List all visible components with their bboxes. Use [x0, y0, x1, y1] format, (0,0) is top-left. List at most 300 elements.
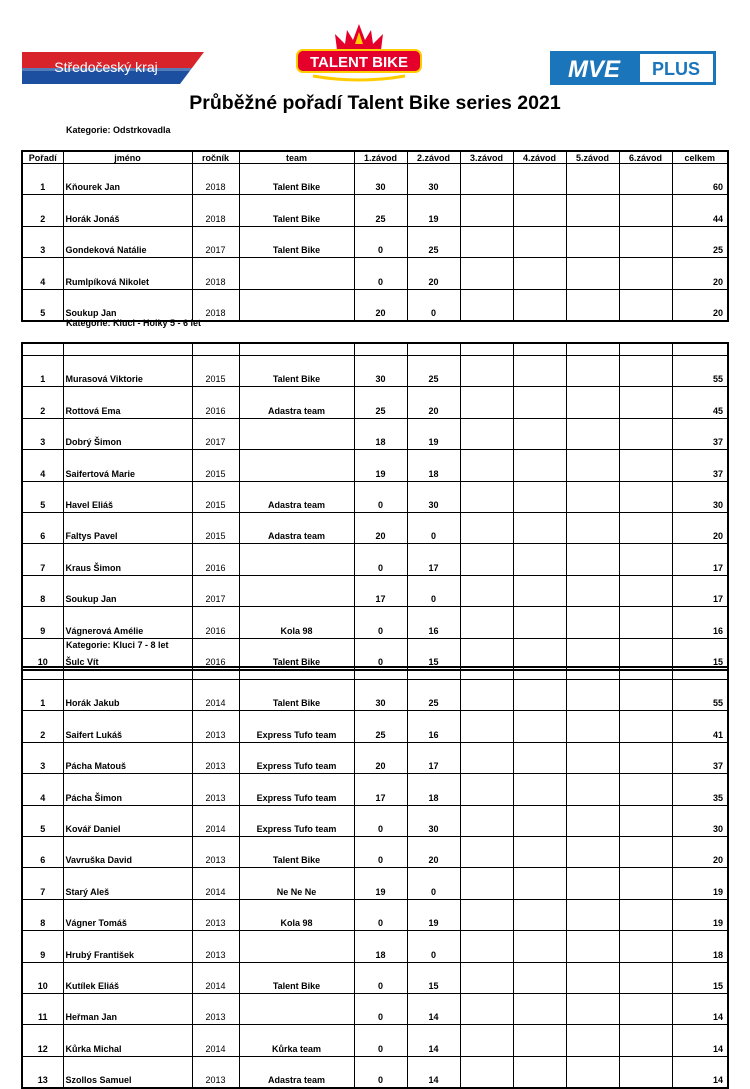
team-cell	[239, 544, 354, 575]
race4-cell	[513, 680, 566, 711]
race4-cell	[513, 544, 566, 575]
year-cell: 2017	[192, 418, 239, 449]
rank-cell: 2	[22, 387, 63, 418]
race4-cell	[513, 868, 566, 899]
race6-cell	[619, 418, 672, 449]
rank-cell: 5	[22, 805, 63, 836]
race6-cell	[619, 607, 672, 638]
race4-cell	[513, 607, 566, 638]
rank-cell: 7	[22, 544, 63, 575]
race3-cell	[460, 774, 513, 805]
race1-cell: 19	[354, 450, 407, 481]
name-cell: Murasová Viktorie	[63, 356, 192, 387]
total-cell: 17	[672, 544, 728, 575]
race3-cell	[460, 195, 513, 226]
year-cell: 2015	[192, 356, 239, 387]
total-cell: 20	[672, 512, 728, 543]
table-row	[22, 805, 728, 836]
year-cell: 2016	[192, 638, 239, 670]
race3-cell	[460, 899, 513, 930]
race3-cell	[460, 575, 513, 606]
race2-cell: 0	[407, 512, 460, 543]
race4-cell	[513, 836, 566, 867]
table-row	[22, 607, 728, 638]
race2-cell: 30	[407, 805, 460, 836]
race3-cell	[460, 607, 513, 638]
race6-cell	[619, 481, 672, 512]
name-cell: Faltys Pavel	[63, 512, 192, 543]
race5-cell	[566, 544, 619, 575]
rank-cell: 2	[22, 195, 63, 226]
race4-cell	[513, 962, 566, 993]
column-header: 3.závod	[460, 151, 513, 164]
race5-cell	[566, 711, 619, 742]
team-cell: Ne Ne Ne	[239, 868, 354, 899]
name-cell: Soukup Jan	[63, 289, 192, 321]
race2-cell: 18	[407, 774, 460, 805]
race5-cell	[566, 512, 619, 543]
year-cell: 2013	[192, 836, 239, 867]
column-header	[619, 667, 672, 680]
team-cell	[239, 931, 354, 962]
race2-cell: 20	[407, 387, 460, 418]
rank-cell: 10	[22, 962, 63, 993]
year-cell: 2013	[192, 742, 239, 773]
total-cell: 44	[672, 195, 728, 226]
column-header	[192, 343, 239, 356]
race4-cell	[513, 512, 566, 543]
race4-cell	[513, 711, 566, 742]
race2-cell: 18	[407, 450, 460, 481]
name-cell: Horák Jakub	[63, 680, 192, 711]
rank-cell: 8	[22, 575, 63, 606]
team-cell	[239, 289, 354, 321]
total-cell: 35	[672, 774, 728, 805]
team-cell	[239, 575, 354, 606]
table-row	[22, 356, 728, 387]
race4-cell	[513, 931, 566, 962]
race2-cell: 19	[407, 418, 460, 449]
name-cell: Rottová Ema	[63, 387, 192, 418]
race3-cell	[460, 1025, 513, 1056]
rank-cell: 3	[22, 226, 63, 257]
race1-cell: 30	[354, 164, 407, 195]
year-cell: 2017	[192, 575, 239, 606]
race6-cell	[619, 164, 672, 195]
race2-cell: 16	[407, 711, 460, 742]
race1-cell: 0	[354, 638, 407, 670]
year-cell: 2013	[192, 993, 239, 1024]
race6-cell	[619, 544, 672, 575]
total-cell: 20	[672, 289, 728, 321]
name-cell: Pácha Šimon	[63, 774, 192, 805]
rank-cell: 4	[22, 258, 63, 289]
year-cell: 2015	[192, 450, 239, 481]
race6-cell	[619, 512, 672, 543]
race2-cell: 15	[407, 638, 460, 670]
name-cell: Kraus Šimon	[63, 544, 192, 575]
rank-cell: 11	[22, 993, 63, 1024]
race1-cell: 25	[354, 387, 407, 418]
total-cell: 14	[672, 1025, 728, 1056]
race5-cell	[566, 993, 619, 1024]
table-row	[22, 899, 728, 930]
race6-cell	[619, 774, 672, 805]
year-cell: 2014	[192, 805, 239, 836]
total-cell: 37	[672, 418, 728, 449]
year-cell: 2016	[192, 544, 239, 575]
race4-cell	[513, 195, 566, 226]
team-cell: Express Tufo team	[239, 774, 354, 805]
table-row	[22, 418, 728, 449]
race1-cell: 0	[354, 836, 407, 867]
rank-cell: 1	[22, 164, 63, 195]
race5-cell	[566, 258, 619, 289]
race5-cell	[566, 289, 619, 321]
team-cell: Talent Bike	[239, 962, 354, 993]
race4-cell	[513, 805, 566, 836]
race1-cell: 0	[354, 962, 407, 993]
team-cell: Talent Bike	[239, 836, 354, 867]
team-cell: Kola 98	[239, 899, 354, 930]
race5-cell	[566, 481, 619, 512]
table-row	[22, 164, 728, 195]
team-cell: Adastra team	[239, 481, 354, 512]
rank-cell: 5	[22, 481, 63, 512]
table-header-row	[22, 151, 728, 164]
race1-cell: 0	[354, 1025, 407, 1056]
race6-cell	[619, 931, 672, 962]
race5-cell	[566, 1056, 619, 1088]
name-cell: Kutílek Eliáš	[63, 962, 192, 993]
name-cell: Szollos Samuel	[63, 1056, 192, 1088]
race3-cell	[460, 418, 513, 449]
race3-cell	[460, 356, 513, 387]
stredocesky-kraj-logo	[22, 52, 204, 84]
race6-cell	[619, 680, 672, 711]
race2-cell: 14	[407, 993, 460, 1024]
race6-cell	[619, 805, 672, 836]
race1-cell: 0	[354, 258, 407, 289]
race6-cell	[619, 387, 672, 418]
name-cell: Heřman Jan	[63, 993, 192, 1024]
race1-cell: 18	[354, 418, 407, 449]
race2-cell: 17	[407, 742, 460, 773]
name-cell: Saifert Lukáš	[63, 711, 192, 742]
total-cell: 16	[672, 607, 728, 638]
race5-cell	[566, 195, 619, 226]
year-cell: 2018	[192, 195, 239, 226]
race3-cell	[460, 993, 513, 1024]
race2-cell: 0	[407, 931, 460, 962]
race6-cell	[619, 450, 672, 481]
kraj-logo-text: Středočeský kraj	[54, 59, 158, 75]
table-row	[22, 481, 728, 512]
race2-cell: 0	[407, 575, 460, 606]
total-cell: 17	[672, 575, 728, 606]
race6-cell	[619, 356, 672, 387]
total-cell: 30	[672, 805, 728, 836]
race2-cell: 15	[407, 962, 460, 993]
mve-plus-logo	[550, 51, 716, 85]
category-label: Kategorie: Kluci - Holky 5 - 6 let	[66, 318, 202, 328]
column-header: 2.závod	[407, 151, 460, 164]
race5-cell	[566, 931, 619, 962]
race1-cell: 20	[354, 289, 407, 321]
column-header	[460, 343, 513, 356]
race1-cell: 30	[354, 356, 407, 387]
total-cell: 25	[672, 226, 728, 257]
category-label: Kategorie: Kluci 7 - 8 let	[66, 640, 169, 650]
column-header	[63, 667, 192, 680]
column-header	[354, 343, 407, 356]
column-header	[566, 343, 619, 356]
race2-cell: 19	[407, 195, 460, 226]
year-cell: 2014	[192, 868, 239, 899]
race5-cell	[566, 450, 619, 481]
total-cell: 14	[672, 993, 728, 1024]
name-cell: Hrubý František	[63, 931, 192, 962]
column-header	[460, 667, 513, 680]
table-row	[22, 226, 728, 257]
column-header: 6.závod	[619, 151, 672, 164]
name-cell: Saifertová Marie	[63, 450, 192, 481]
race4-cell	[513, 418, 566, 449]
table-row	[22, 544, 728, 575]
race4-cell	[513, 164, 566, 195]
race3-cell	[460, 1056, 513, 1088]
team-cell: Kůrka team	[239, 1025, 354, 1056]
race3-cell	[460, 868, 513, 899]
total-cell: 45	[672, 387, 728, 418]
table-row	[22, 868, 728, 899]
name-cell: Šulc Vít	[63, 638, 192, 670]
total-cell: 41	[672, 711, 728, 742]
year-cell: 2018	[192, 164, 239, 195]
team-cell: Talent Bike	[239, 195, 354, 226]
total-cell: 55	[672, 680, 728, 711]
race4-cell	[513, 1056, 566, 1088]
race6-cell	[619, 258, 672, 289]
year-cell: 2013	[192, 711, 239, 742]
race3-cell	[460, 931, 513, 962]
year-cell: 2016	[192, 387, 239, 418]
race6-cell	[619, 868, 672, 899]
column-header: team	[239, 151, 354, 164]
column-header: celkem	[672, 151, 728, 164]
race2-cell: 30	[407, 164, 460, 195]
race2-cell: 0	[407, 868, 460, 899]
race1-cell: 0	[354, 1056, 407, 1088]
total-cell: 55	[672, 356, 728, 387]
race4-cell	[513, 450, 566, 481]
race5-cell	[566, 742, 619, 773]
race4-cell	[513, 356, 566, 387]
race3-cell	[460, 258, 513, 289]
race1-cell: 17	[354, 575, 407, 606]
race6-cell	[619, 1056, 672, 1088]
year-cell: 2017	[192, 226, 239, 257]
team-cell: Express Tufo team	[239, 711, 354, 742]
race3-cell	[460, 450, 513, 481]
results-table	[21, 666, 729, 1089]
column-header	[672, 343, 728, 356]
rank-cell: 4	[22, 450, 63, 481]
race3-cell	[460, 289, 513, 321]
table-row	[22, 711, 728, 742]
column-header	[22, 343, 63, 356]
race2-cell: 20	[407, 836, 460, 867]
rank-cell: 2	[22, 711, 63, 742]
rank-cell: 9	[22, 931, 63, 962]
total-cell: 15	[672, 962, 728, 993]
category-label: Kategorie: Odstrkovadla	[66, 125, 171, 135]
column-header: 5.závod	[566, 151, 619, 164]
table-row	[22, 993, 728, 1024]
total-cell: 20	[672, 836, 728, 867]
race1-cell: 20	[354, 742, 407, 773]
race5-cell	[566, 226, 619, 257]
race6-cell	[619, 962, 672, 993]
year-cell: 2013	[192, 1056, 239, 1088]
year-cell: 2018	[192, 258, 239, 289]
race6-cell	[619, 836, 672, 867]
race5-cell	[566, 962, 619, 993]
table-row	[22, 836, 728, 867]
name-cell: Gondeková Natálie	[63, 226, 192, 257]
table-row	[22, 575, 728, 606]
race2-cell: 25	[407, 356, 460, 387]
race3-cell	[460, 711, 513, 742]
year-cell: 2013	[192, 774, 239, 805]
race1-cell: 0	[354, 481, 407, 512]
column-header	[619, 343, 672, 356]
name-cell: Dobrý Šimon	[63, 418, 192, 449]
rank-cell: 10	[22, 638, 63, 670]
column-header	[192, 667, 239, 680]
race2-cell: 14	[407, 1056, 460, 1088]
team-cell: Talent Bike	[239, 164, 354, 195]
race1-cell: 19	[354, 868, 407, 899]
results-table	[21, 150, 729, 322]
column-header	[407, 667, 460, 680]
name-cell: Rumlpíková Nikolet	[63, 258, 192, 289]
rank-cell: 1	[22, 680, 63, 711]
table-row	[22, 387, 728, 418]
race1-cell: 0	[354, 993, 407, 1024]
race3-cell	[460, 680, 513, 711]
race5-cell	[566, 164, 619, 195]
column-header: Pořadí	[22, 151, 63, 164]
column-header	[407, 343, 460, 356]
total-cell: 14	[672, 1056, 728, 1088]
team-cell	[239, 993, 354, 1024]
race5-cell	[566, 836, 619, 867]
race6-cell	[619, 1025, 672, 1056]
race4-cell	[513, 226, 566, 257]
race1-cell: 0	[354, 899, 407, 930]
name-cell: Soukup Jan	[63, 575, 192, 606]
year-cell: 2018	[192, 289, 239, 321]
race3-cell	[460, 481, 513, 512]
race1-cell: 25	[354, 711, 407, 742]
total-cell: 37	[672, 742, 728, 773]
race2-cell: 25	[407, 680, 460, 711]
race3-cell	[460, 962, 513, 993]
race3-cell	[460, 805, 513, 836]
race4-cell	[513, 774, 566, 805]
table-header-row	[22, 667, 728, 680]
race5-cell	[566, 774, 619, 805]
team-cell: Talent Bike	[239, 638, 354, 670]
team-cell: Talent Bike	[239, 680, 354, 711]
rank-cell: 1	[22, 356, 63, 387]
table-row	[22, 289, 728, 321]
column-header	[239, 343, 354, 356]
year-cell: 2015	[192, 481, 239, 512]
rank-cell: 5	[22, 289, 63, 321]
column-header	[354, 667, 407, 680]
race2-cell: 19	[407, 899, 460, 930]
table-row	[22, 774, 728, 805]
race1-cell: 20	[354, 512, 407, 543]
race5-cell	[566, 575, 619, 606]
race6-cell	[619, 226, 672, 257]
total-cell: 30	[672, 481, 728, 512]
mve-logo-text: MVE	[567, 56, 621, 83]
column-header: 1.závod	[354, 151, 407, 164]
name-cell: Kůrka Michal	[63, 1025, 192, 1056]
table-row	[22, 931, 728, 962]
race3-cell	[460, 836, 513, 867]
race5-cell	[566, 1025, 619, 1056]
rank-cell: 3	[22, 418, 63, 449]
race4-cell	[513, 258, 566, 289]
column-header: jméno	[63, 151, 192, 164]
team-cell: Adastra team	[239, 512, 354, 543]
race4-cell	[513, 1025, 566, 1056]
rank-cell: 9	[22, 607, 63, 638]
race2-cell: 14	[407, 1025, 460, 1056]
rank-cell: 12	[22, 1025, 63, 1056]
team-cell	[239, 258, 354, 289]
name-cell: Starý Aleš	[63, 868, 192, 899]
team-cell	[239, 418, 354, 449]
race3-cell	[460, 387, 513, 418]
race1-cell: 0	[354, 226, 407, 257]
table-row	[22, 512, 728, 543]
race5-cell	[566, 868, 619, 899]
race3-cell	[460, 226, 513, 257]
team-cell: Talent Bike	[239, 226, 354, 257]
race6-cell	[619, 993, 672, 1024]
race6-cell	[619, 575, 672, 606]
name-cell: Kovář Daniel	[63, 805, 192, 836]
race5-cell	[566, 899, 619, 930]
name-cell: Pácha Matouš	[63, 742, 192, 773]
race2-cell: 20	[407, 258, 460, 289]
race4-cell	[513, 481, 566, 512]
race6-cell	[619, 742, 672, 773]
table-row	[22, 450, 728, 481]
total-cell: 19	[672, 899, 728, 930]
name-cell: Kňourek Jan	[63, 164, 192, 195]
column-header	[63, 343, 192, 356]
team-cell	[239, 450, 354, 481]
total-cell: 15	[672, 638, 728, 670]
race5-cell	[566, 356, 619, 387]
year-cell: 2013	[192, 931, 239, 962]
